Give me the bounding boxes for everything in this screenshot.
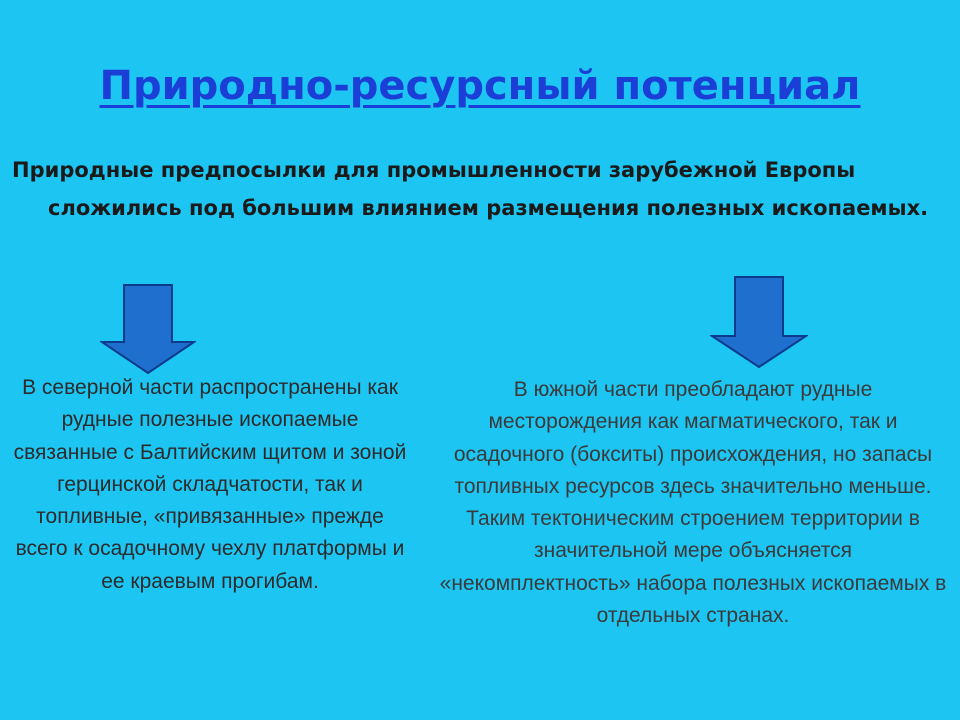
south-text-block: В южной части преобладают рудные месторождения как магматического, так и осадочного (бокситы) происхождения, но запасы топливных ресурсов здесь значительно меньше. Таким тектоническим строением территории в значительной мере объясняется «некомплектность» набора полезных ископаемых в отдельных странах. bbox=[439, 378, 947, 628]
arrow-down-icon bbox=[710, 276, 808, 368]
north-text-block: В северной части распространены как рудные полезные ископаемые связанные с Балтийским щитом и зоной герцинской складчатости, так и топливные, «привязанные» прежде всего к осадочному чехлу платформы и ее краевым прогибам. bbox=[13, 376, 407, 593]
slide-title: Природно-ресурсный потенциал bbox=[99, 63, 861, 109]
arrow-down-icon bbox=[100, 284, 196, 374]
lead-paragraph: Природные предпосылки для промышленности зарубежной Европы сложились под большим влиянием размещения полезных ископаемых. bbox=[12, 158, 929, 220]
